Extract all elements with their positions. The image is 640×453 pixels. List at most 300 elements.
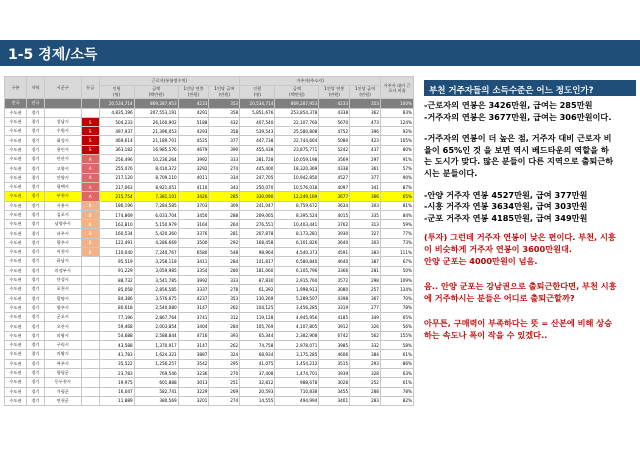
region-cell: 경기: [26, 145, 44, 154]
table-row: [5, 257, 414, 266]
city-cell: 연천군: [44, 396, 81, 405]
res-per-capita-cell: 4398: [319, 294, 350, 303]
region-cell: 경기: [26, 136, 44, 145]
table-row: [5, 368, 414, 377]
work-per-capita-cell: 3500: [178, 238, 209, 247]
ratio-cell: 63%: [380, 368, 413, 377]
res-amount-cell: 8,759,672: [275, 201, 319, 210]
ratio-cell: 109%: [380, 275, 413, 284]
gubun-cell: 수도권: [5, 387, 27, 396]
work-amount-cell: 582,741: [134, 387, 178, 396]
work-monthly-cell: 358: [209, 127, 240, 136]
gubun-cell: 수도권: [5, 136, 27, 145]
res-per-capita-cell: 3677: [319, 192, 350, 201]
res-people-cell: 168,458: [240, 238, 275, 247]
res-monthly-cell: 303: [350, 238, 381, 247]
section-header: [0, 40, 640, 66]
res-people-cell: 539,543: [240, 127, 275, 136]
city-cell: [44, 108, 81, 117]
table-row: [5, 201, 414, 210]
para-income-summary: -근로자의 연봉은 3426만원, 급여는 285만원 -거주자의 연봉은 3677만원, 급여는 306만원이다.: [424, 100, 612, 122]
work-per-capita-cell: 4525: [178, 136, 209, 145]
work-people-cell: 162,810: [99, 220, 134, 229]
work-amount-cell: 6,033,704: [134, 210, 178, 219]
col-amount: 금액 (백만원): [275, 86, 319, 99]
gubun-cell: 수도권: [5, 350, 27, 359]
work-people-cell: 256,496: [99, 155, 134, 164]
region-cell: 전국: [26, 99, 44, 108]
work-monthly-cell: 278: [209, 285, 240, 294]
res-per-capita-cell: 3319: [319, 303, 350, 312]
para-comparison: -안양 거주자 연봉 4527만원, 급여 377만원 -시흥 거주자 연봉 3634만원, 급여 303만원 -군포 거주자 연봉 4185만원, 급여 349만원: [424, 189, 588, 223]
res-people-cell: 65,344: [240, 331, 275, 340]
res-amount-cell: 8,395,524: [275, 210, 319, 219]
grade-cell: [81, 313, 99, 322]
region-cell: 경기: [26, 368, 44, 377]
ratio-cell: 61%: [380, 378, 413, 387]
gubun-cell: 수도권: [5, 229, 27, 238]
col-work-group: 근로자(통합정수치): [99, 77, 240, 86]
work-amount-cell: 2,588,844: [134, 331, 178, 340]
work-people-cell: 54,688: [99, 331, 134, 340]
table-row: [5, 173, 414, 182]
ratio-cell: 80%: [380, 145, 413, 154]
gubun-cell: 수도권: [5, 127, 27, 136]
res-people-cell: 241,047: [240, 201, 275, 210]
res-monthly-cell: 313: [350, 220, 381, 229]
para-bedtown: -거주자의 연봉이 더 높은 점, 거주자 대비 근로자 비 율이 65%인 것 을 보면 역시 베드타운의 역할을 하 는 도시가 맞다. 많은 분들이 다른 지역으로 출퇴근하 시는 분들이다.: [424, 133, 614, 178]
work-monthly-cell: 274: [209, 396, 240, 405]
res-monthly-cell: 377: [350, 173, 381, 182]
res-monthly-cell: 303: [350, 201, 381, 210]
res-amount-cell: 2,978,071: [275, 341, 319, 350]
ratio-cell: 78%: [380, 303, 413, 312]
region-cell: 경기: [26, 127, 44, 136]
region-cell: 경기: [26, 248, 44, 257]
res-per-capita-cell: 3515: [319, 359, 350, 368]
work-amount-cell: 5,150,979: [134, 220, 178, 229]
work-people-cell: 363,182: [99, 145, 134, 154]
grade-cell: B: [81, 229, 99, 238]
grade-cell: [81, 285, 99, 294]
res-per-capita-cell: 5080: [319, 136, 350, 145]
ratio-cell: 111%: [380, 248, 413, 257]
work-per-capita-cell: 3450: [178, 210, 209, 219]
res-monthly-cell: 396: [350, 127, 381, 136]
res-monthly-cell: 327: [350, 229, 381, 238]
table-row: [5, 108, 414, 117]
work-per-capita-cell: 3992: [178, 155, 209, 164]
work-per-capita-cell: 3376: [178, 229, 209, 238]
city-cell: 포천시: [44, 285, 81, 294]
work-monthly-cell: 284: [209, 322, 240, 331]
work-amount-cell: 21,189,701: [134, 136, 178, 145]
gubun-cell: 수도권: [5, 378, 27, 387]
work-per-capita-cell: 3542: [178, 359, 209, 368]
para-investment: (투자) 그런데 거주자 연봉이 낮은 편이다. 부천, 시흥 이 비슷하게 거주자 연봉이 3600만원대. 안양 군포는 4000만원이 넘음.: [424, 232, 616, 266]
work-monthly-cell: 292: [209, 238, 240, 247]
city-cell: 양평군: [44, 368, 81, 377]
work-monthly-cell: 358: [209, 108, 240, 117]
city-cell: 가평군: [44, 387, 81, 396]
region-cell: 경기: [26, 331, 44, 340]
gubun-cell: 수도권: [5, 266, 27, 275]
res-per-capita-cell: 4640: [319, 257, 350, 266]
city-cell: 김포시: [44, 210, 81, 219]
ratio-cell: 134%: [380, 285, 413, 294]
grade-cell: [81, 341, 99, 350]
res-amount-cell: 4,107,805: [275, 322, 319, 331]
gubun-cell: 수도권: [5, 313, 27, 322]
res-amount-cell: 6,580,840: [275, 257, 319, 266]
res-monthly-cell: 423: [350, 136, 381, 145]
res-amount-cell: 494,994: [275, 396, 319, 405]
city-cell: 화성시: [44, 136, 81, 145]
grade-cell: S: [81, 127, 99, 136]
gubun-cell: 수도권: [5, 257, 27, 266]
ratio-cell: 100%: [380, 99, 413, 108]
work-per-capita-cell: 5188: [178, 117, 209, 126]
gubun-cell: 수도권: [5, 220, 27, 229]
res-people-cell: 330,090: [240, 192, 275, 201]
ratio-cell: 90%: [380, 173, 413, 182]
res-people-cell: 276,551: [240, 220, 275, 229]
col-city: 시군구: [44, 77, 81, 99]
res-per-capita-cell: 4591: [319, 248, 350, 257]
work-amount-cell: 3,059,985: [134, 266, 178, 275]
col-per-capita: 1인당 연봉 (만원): [178, 86, 209, 99]
work-monthly-cell: 262: [209, 303, 240, 312]
ratio-cell: 91%: [380, 155, 413, 164]
work-amount-cell: 601,888: [134, 378, 178, 387]
work-people-cell: 19,975: [99, 378, 134, 387]
work-per-capita-cell: 3337: [178, 285, 209, 294]
res-monthly-cell: 283: [350, 396, 381, 405]
col-people: 인원 (명): [240, 86, 275, 99]
city-cell: 시흥시: [44, 201, 81, 210]
res-monthly-cell: 361: [350, 164, 381, 173]
res-per-capita-cell: 3455: [319, 387, 350, 396]
res-monthly-cell: 341: [350, 182, 381, 191]
res-per-capita-cell: 4185: [319, 313, 350, 322]
res-people-cell: 74,758: [240, 341, 275, 350]
work-amount-cell: 1,624,321: [134, 350, 178, 359]
res-monthly-cell: 349: [350, 313, 381, 322]
city-cell: 구리시: [44, 341, 81, 350]
grade-cell: [81, 266, 99, 275]
grade-cell: A: [81, 192, 99, 201]
work-monthly-cell: 274: [209, 164, 240, 173]
res-monthly-cell: 298: [350, 275, 381, 284]
res-amount-cell: 2,382,908: [275, 331, 319, 340]
region-cell: 경기: [26, 210, 44, 219]
work-people-cell: 95,519: [99, 257, 134, 266]
work-people-cell: 504,233: [99, 117, 134, 126]
city-cell: 안산시: [44, 155, 81, 164]
table-row: [5, 238, 414, 247]
ratio-cell: 58%: [380, 341, 413, 350]
region-cell: 경기: [26, 359, 44, 368]
city-cell: 양주시: [44, 303, 81, 312]
res-people-cell: 98,964: [240, 248, 275, 257]
work-amount-cell: 8,410,372: [134, 164, 178, 173]
work-monthly-cell: 393: [209, 331, 240, 340]
city-cell: 이천시: [44, 248, 81, 257]
work-people-cell: 16,047: [99, 387, 134, 396]
res-amount-cell: 22,744,664: [275, 136, 319, 145]
work-monthly-cell: 343: [209, 182, 240, 191]
ratio-cell: 65%: [380, 192, 413, 201]
table-row: [5, 396, 414, 405]
table-row: [5, 99, 414, 108]
work-monthly-cell: 333: [209, 155, 240, 164]
work-per-capita-cell: 6580: [178, 248, 209, 257]
grade-cell: [81, 108, 99, 117]
ratio-cell: 83%: [380, 108, 413, 117]
work-monthly-cell: 309: [209, 201, 240, 210]
work-per-capita-cell: 3164: [178, 220, 209, 229]
gubun-cell: 수도권: [5, 368, 27, 377]
work-per-capita-cell: 3292: [178, 164, 209, 173]
table-row: [5, 145, 414, 154]
res-per-capita-cell: 3080: [319, 285, 350, 294]
res-people-cell: 68,934: [240, 350, 275, 359]
work-monthly-cell: 288: [209, 210, 240, 219]
city-cell: 광주시: [44, 238, 81, 247]
grade-cell: A: [81, 164, 99, 173]
work-per-capita-cell: 3887: [178, 350, 209, 359]
work-amount-cell: 4,286,669: [134, 238, 178, 247]
work-people-cell: 160,534: [99, 229, 134, 238]
table-row: [5, 117, 414, 126]
city-cell: 여주시: [44, 359, 81, 368]
region-cell: 경기: [26, 303, 44, 312]
work-per-capita-cell: 3013: [178, 378, 209, 387]
work-per-capita-cell: 3147: [178, 303, 209, 312]
region-cell: 경기: [26, 155, 44, 164]
res-per-capita-cell: 5242: [319, 145, 350, 154]
city-cell: 안성시: [44, 275, 81, 284]
res-monthly-cell: 328: [350, 368, 381, 377]
work-monthly-cell: 262: [209, 341, 240, 350]
gubun-cell: 수도권: [5, 192, 27, 201]
res-per-capita-cell: 3634: [319, 201, 350, 210]
table-row: [5, 350, 414, 359]
ratio-cell: 155%: [380, 331, 413, 340]
grade-cell: B: [81, 201, 99, 210]
ratio-cell: 78%: [380, 387, 413, 396]
res-amount-cell: 6,101,826: [275, 238, 319, 247]
res-amount-cell: 8,173,281: [275, 229, 319, 238]
res-per-capita-cell: 3985: [319, 341, 350, 350]
res-people-cell: 130,269: [240, 294, 275, 303]
gubun-cell: 수도권: [5, 210, 27, 219]
work-people-cell: 186,196: [99, 201, 134, 210]
region-cell: 경기: [26, 238, 44, 247]
res-per-capita-cell: 5670: [319, 117, 350, 126]
gubun-cell: 수도권: [5, 294, 27, 303]
ratio-cell: 81%: [380, 201, 413, 210]
work-monthly-cell: 270: [209, 368, 240, 377]
res-people-cell: 32,812: [240, 378, 275, 387]
grade-cell: [81, 359, 99, 368]
work-amount-cell: 8,709,110: [134, 173, 178, 182]
work-amount-cell: 16,985,576: [134, 145, 178, 154]
work-monthly-cell: 251: [209, 378, 240, 387]
work-amount-cell: 1,370,917: [134, 341, 178, 350]
res-amount-cell: 253,854,378: [275, 108, 319, 117]
work-people-cell: 84,386: [99, 294, 134, 303]
grade-cell: [81, 368, 99, 377]
grade-cell: [81, 350, 99, 359]
work-monthly-cell: 548: [209, 248, 240, 257]
income-table: [4, 76, 414, 406]
work-people-cell: 85,058: [99, 285, 134, 294]
work-per-capita-cell: 3992: [178, 275, 209, 284]
res-amount-cell: 988,678: [275, 378, 319, 387]
work-people-cell: 88,732: [99, 275, 134, 284]
ratio-cell: 73%: [380, 238, 413, 247]
res-monthly-cell: 384: [350, 350, 381, 359]
table-row: [5, 192, 414, 201]
work-amount-cell: 7,381,101: [134, 192, 178, 201]
work-per-capita-cell: 4233: [178, 99, 209, 108]
city-cell: 의왕시: [44, 331, 81, 340]
grade-cell: B: [81, 248, 99, 257]
region-cell: 경기: [26, 341, 44, 350]
res-per-capita-cell: 3028: [319, 378, 350, 387]
work-per-capita-cell: 3201: [178, 396, 209, 405]
region-cell: 경기: [26, 192, 44, 201]
city-cell: 의왕시: [44, 350, 81, 359]
grade-cell: [81, 331, 99, 340]
table-row: [5, 294, 414, 303]
work-people-cell: 217,120: [99, 173, 134, 182]
col-ratio: 거주자 대비 근로자 비율: [380, 77, 413, 99]
region-cell: 경기: [26, 201, 44, 210]
res-amount-cell: 1,474,701: [275, 368, 319, 377]
region-cell: 경기: [26, 294, 44, 303]
city-cell: 동두천시: [44, 378, 81, 387]
res-people-cell: 14,555: [240, 396, 275, 405]
work-amount-cell: 5,420,360: [134, 229, 178, 238]
work-amount-cell: 2,540,080: [134, 303, 178, 312]
res-people-cell: 247,705: [240, 173, 275, 182]
work-amount-cell: 7,284,585: [134, 201, 178, 210]
res-amount-cell: 710,838: [275, 387, 319, 396]
table-row: [5, 313, 414, 322]
res-amount-cell: 10,942,850: [275, 173, 319, 182]
gubun-cell: 수도권: [5, 248, 27, 257]
work-amount-cell: 207,553,191: [134, 108, 178, 117]
gubun-cell: 수도권: [5, 322, 27, 331]
para-commute: 음.. 안양 군포는 강남권으로 출퇴근한다면, 부천 시흥 에 거주하시는 분들은 어디로 출퇴근할까?: [424, 281, 617, 303]
region-cell: 경기: [26, 322, 44, 331]
grade-cell: [81, 294, 99, 303]
work-per-capita-cell: 4293: [178, 127, 209, 136]
grade-cell: [81, 378, 99, 387]
grade-cell: S: [81, 136, 99, 145]
work-people-cell: 110,040: [99, 248, 134, 257]
grade-cell: B: [81, 238, 99, 247]
res-monthly-cell: 326: [350, 322, 381, 331]
res-people-cell: 5,851,676: [240, 108, 275, 117]
table-row: [5, 303, 414, 312]
grade-cell: B: [81, 220, 99, 229]
table-row: [5, 136, 414, 145]
region-cell: 경기: [26, 266, 44, 275]
gubun-cell: 수도권: [5, 173, 27, 182]
col-people: 인원 (명): [99, 86, 134, 99]
work-people-cell: 469,614: [99, 136, 134, 145]
ratio-cell: 105%: [380, 136, 413, 145]
region-cell: 경기: [26, 117, 44, 126]
work-per-capita-cell: 4716: [178, 331, 209, 340]
work-monthly-cell: 333: [209, 275, 240, 284]
gubun-cell: 수도권: [5, 285, 27, 294]
work-amount-cell: 2,856,585: [134, 285, 178, 294]
res-monthly-cell: 383: [350, 248, 381, 257]
city-cell: 남양주시: [44, 220, 81, 229]
city-cell: 광명시: [44, 294, 81, 303]
work-per-capita-cell: 3404: [178, 322, 209, 331]
city-cell: 오산시: [44, 322, 81, 331]
grade-cell: A: [81, 182, 99, 191]
ratio-cell: 77%: [380, 229, 413, 238]
grade-cell: [81, 387, 99, 396]
work-amount-cell: 21,396,053: [134, 127, 178, 136]
region-cell: 경기: [26, 378, 44, 387]
res-per-capita-cell: 3401: [319, 396, 350, 405]
res-people-cell: 105,769: [240, 322, 275, 331]
work-people-cell: 23,783: [99, 368, 134, 377]
table-row: [5, 164, 414, 173]
res-amount-cell: 3,456,285: [275, 303, 319, 312]
res-monthly-cell: 387: [350, 257, 381, 266]
city-cell: 의정부시: [44, 266, 81, 275]
res-people-cell: 141,817: [240, 257, 275, 266]
work-amount-cell: 3,258,118: [134, 257, 178, 266]
table-row: [5, 331, 414, 340]
res-people-cell: 41,075: [240, 359, 275, 368]
work-monthly-cell: 312: [209, 313, 240, 322]
city-cell: 성남시: [44, 117, 81, 126]
work-monthly-cell: 280: [209, 266, 240, 275]
work-people-cell: 4,835,196: [99, 108, 134, 117]
res-amount-cell: 10,059,198: [275, 155, 319, 164]
col-grade: 등급: [81, 77, 99, 99]
res-people-cell: 209,065: [240, 210, 275, 219]
work-people-cell: 174,869: [99, 210, 134, 219]
gubun-cell: 수도권: [5, 155, 27, 164]
commentary-panel: [424, 80, 636, 342]
res-people-cell: 281,728: [240, 155, 275, 164]
res-people-cell: 20,593: [240, 387, 275, 396]
res-amount-cell: 18,320,369: [275, 164, 319, 173]
res-per-capita-cell: 6742: [319, 331, 350, 340]
res-monthly-cell: 281: [350, 266, 381, 275]
res-amount-cell: 4,540,373: [275, 248, 319, 257]
work-amount-cell: 869,287,953: [134, 99, 178, 108]
ratio-cell: 67%: [380, 257, 413, 266]
table-row: [5, 341, 414, 350]
region-cell: 경기: [26, 173, 44, 182]
col-gubun: 구분: [5, 77, 27, 99]
work-per-capita-cell: 3411: [178, 257, 209, 266]
res-people-cell: 407,540: [240, 117, 275, 126]
work-amount-cell: 2,867,764: [134, 313, 178, 322]
ratio-cell: 59%: [380, 220, 413, 229]
